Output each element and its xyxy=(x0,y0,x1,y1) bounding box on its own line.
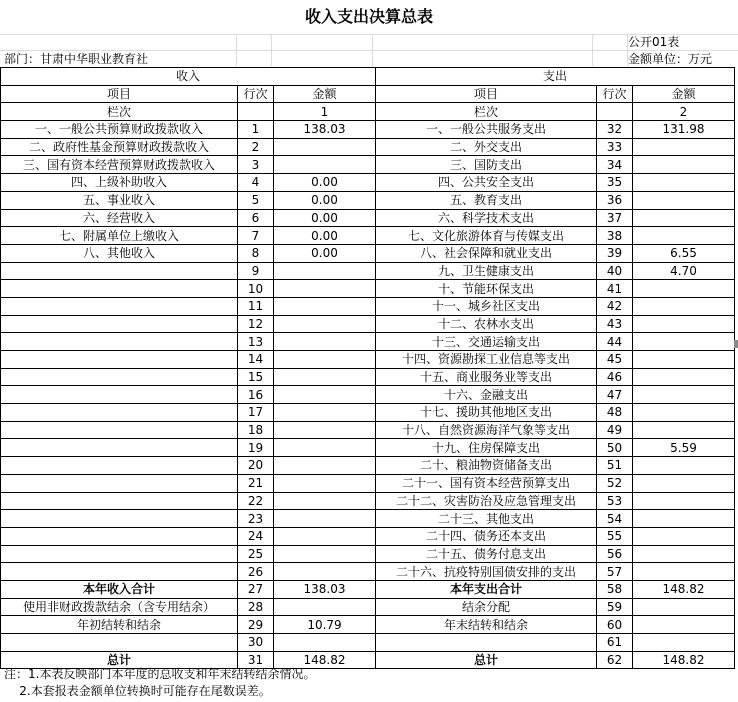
expense-amount-cell: 5.59 xyxy=(633,439,735,457)
income-amount-cell xyxy=(274,404,376,422)
expense-item-cell: 三、国防支出 xyxy=(376,156,597,174)
income-item-cell xyxy=(1,262,238,280)
expense-item-cell: 八、社会保障和就业支出 xyxy=(376,244,597,262)
income-section-header: 收入 xyxy=(1,68,376,86)
expense-line-cell: 42 xyxy=(597,297,633,315)
expense-line-cell: 41 xyxy=(597,280,633,298)
expense-item-cell: 二十二、灾害防治及应急管理支出 xyxy=(376,492,597,510)
expense-amount-cell xyxy=(633,333,735,351)
income-item-cell: 使用非财政拨款结余（含专用结余） xyxy=(1,598,238,616)
footnotes xyxy=(4,666,315,700)
income-line-cell: 19 xyxy=(238,439,274,457)
expense-amount-cell: 4.70 xyxy=(633,262,735,280)
expense-item-cell: 二十、粮油物资储备支出 xyxy=(376,457,597,475)
expense-amount-cell xyxy=(633,616,735,634)
resize-handle[interactable] xyxy=(734,340,738,348)
expense-amount-cell xyxy=(633,474,735,492)
income-item-cell xyxy=(1,563,238,581)
expense-line-cell: 61 xyxy=(597,634,633,652)
expense-line-cell: 58 xyxy=(597,580,633,598)
unit-label: 金额单位：万元 xyxy=(628,52,713,66)
income-amount-cell xyxy=(274,280,376,298)
table-row xyxy=(1,439,735,457)
expense-amount-cell: 148.82 xyxy=(633,580,735,598)
income-amount-cell xyxy=(274,510,376,528)
income-line-cell: 4 xyxy=(238,174,274,192)
income-amount-cell xyxy=(274,351,376,369)
expense-line-cell: 59 xyxy=(597,598,633,616)
expense-item-cell: 四、公共安全支出 xyxy=(376,174,597,192)
expense-column-line-blank xyxy=(597,103,633,121)
income-amount-cell: 148.82 xyxy=(274,651,376,669)
expense-item-cell xyxy=(376,634,597,652)
income-item-cell: 六、经营收入 xyxy=(1,209,238,227)
expense-amount-cell xyxy=(633,227,735,245)
expense-line-cell: 38 xyxy=(597,227,633,245)
income-amount-cell xyxy=(274,315,376,333)
income-item-cell: 本年收入合计 xyxy=(1,580,238,598)
expense-item-cell: 本年支出合计 xyxy=(376,580,597,598)
expense-line-cell: 56 xyxy=(597,545,633,563)
income-item-cell xyxy=(1,404,238,422)
income-item-header: 项目 xyxy=(1,85,238,103)
expense-line-cell: 54 xyxy=(597,510,633,528)
expense-item-cell: 二十四、债务还本支出 xyxy=(376,527,597,545)
expense-amount-cell xyxy=(633,138,735,156)
income-amount-cell: 10.79 xyxy=(274,616,376,634)
expense-line-cell: 33 xyxy=(597,138,633,156)
income-item-cell xyxy=(1,545,238,563)
expense-amount-cell xyxy=(633,457,735,475)
income-amount-cell xyxy=(274,474,376,492)
expense-amount-cell xyxy=(633,368,735,386)
income-line-cell: 30 xyxy=(238,634,274,652)
income-line-cell: 15 xyxy=(238,368,274,386)
income-item-cell: 一、一般公共预算财政拨款收入 xyxy=(1,121,238,139)
department-label: 部门：甘肃中华职业教育社 xyxy=(4,52,149,66)
income-amount-cell xyxy=(274,421,376,439)
expense-amount-cell xyxy=(633,563,735,581)
income-amount-cell xyxy=(274,297,376,315)
expense-item-header: 项目 xyxy=(376,85,597,103)
expense-item-cell: 十四、资源勘探工业信息等支出 xyxy=(376,351,597,369)
income-item-cell xyxy=(1,280,238,298)
expense-line-cell: 51 xyxy=(597,457,633,475)
expense-line-cell: 52 xyxy=(597,474,633,492)
income-line-cell: 31 xyxy=(238,651,274,669)
table-row xyxy=(1,333,735,351)
expense-amount-header: 金额 xyxy=(633,85,735,103)
table-row xyxy=(1,386,735,404)
income-item-cell xyxy=(1,492,238,510)
expense-line-cell: 40 xyxy=(597,262,633,280)
income-line-cell: 28 xyxy=(238,598,274,616)
income-amount-cell xyxy=(274,386,376,404)
income-line-cell: 22 xyxy=(238,492,274,510)
table-row xyxy=(1,368,735,386)
expense-amount-cell xyxy=(633,545,735,563)
income-amount-cell: 0.00 xyxy=(274,191,376,209)
income-line-cell: 26 xyxy=(238,563,274,581)
income-line-cell: 17 xyxy=(238,404,274,422)
income-line-cell: 7 xyxy=(238,227,274,245)
expense-item-cell: 二十三、其他支出 xyxy=(376,510,597,528)
income-line-cell: 11 xyxy=(238,297,274,315)
expense-line-cell: 60 xyxy=(597,616,633,634)
expense-amount-cell xyxy=(633,297,735,315)
income-amount-cell: 0.00 xyxy=(274,244,376,262)
income-line-cell: 8 xyxy=(238,244,274,262)
expense-amount-cell xyxy=(633,315,735,333)
expense-amount-cell: 6.55 xyxy=(633,244,735,262)
expense-item-cell: 七、文化旅游体育与传媒支出 xyxy=(376,227,597,245)
income-amount-cell xyxy=(274,634,376,652)
income-line-cell: 3 xyxy=(238,156,274,174)
income-line-cell: 9 xyxy=(238,262,274,280)
expense-amount-cell xyxy=(633,156,735,174)
table-row xyxy=(1,474,735,492)
expense-line-cell: 55 xyxy=(597,527,633,545)
income-amount-cell xyxy=(274,262,376,280)
footnote-2: 2.本套报表金额单位转换时可能存在尾数误差。 xyxy=(4,684,271,698)
income-amount-cell xyxy=(274,492,376,510)
table-row xyxy=(1,404,735,422)
income-amount-cell: 138.03 xyxy=(274,580,376,598)
table-row xyxy=(1,351,735,369)
income-line-cell: 25 xyxy=(238,545,274,563)
income-amount-cell: 0.00 xyxy=(274,227,376,245)
income-item-cell xyxy=(1,315,238,333)
expense-amount-cell xyxy=(633,174,735,192)
income-line-cell: 16 xyxy=(238,386,274,404)
income-amount-cell: 0.00 xyxy=(274,174,376,192)
expense-item-cell: 二十五、债务付息支出 xyxy=(376,545,597,563)
table-row xyxy=(1,280,735,298)
income-item-cell xyxy=(1,351,238,369)
income-amount-cell xyxy=(274,545,376,563)
expense-line-cell: 37 xyxy=(597,209,633,227)
expense-amount-cell xyxy=(633,492,735,510)
income-line-cell: 6 xyxy=(238,209,274,227)
table-row xyxy=(1,209,735,227)
page-title: 收入支出决算总表 xyxy=(304,7,433,26)
income-line-cell: 27 xyxy=(238,580,274,598)
expense-amount-cell xyxy=(633,386,735,404)
expense-line-cell: 46 xyxy=(597,368,633,386)
income-line-cell: 23 xyxy=(238,510,274,528)
income-item-cell: 总计 xyxy=(1,651,238,669)
expense-item-cell: 十三、交通运输支出 xyxy=(376,333,597,351)
table-row xyxy=(1,315,735,333)
income-item-cell xyxy=(1,474,238,492)
income-amount-cell xyxy=(274,138,376,156)
income-item-cell xyxy=(1,368,238,386)
expense-line-cell: 32 xyxy=(597,121,633,139)
expense-line-cell: 50 xyxy=(597,439,633,457)
table-row xyxy=(1,262,735,280)
income-item-cell: 五、事业收入 xyxy=(1,191,238,209)
income-line-cell: 13 xyxy=(238,333,274,351)
table-row xyxy=(1,457,735,475)
table-row xyxy=(1,227,735,245)
expense-item-cell: 十七、援助其他地区支出 xyxy=(376,404,597,422)
expense-item-cell: 六、科学技术支出 xyxy=(376,209,597,227)
expense-item-cell: 五、教育支出 xyxy=(376,191,597,209)
expense-item-cell: 二十六、抗疫特别国债安排的支出 xyxy=(376,563,597,581)
expense-line-cell: 49 xyxy=(597,421,633,439)
footnote-1: 注：1.本表反映部门本年度的总收支和年末结转结余情况。 xyxy=(4,667,316,681)
form-code: 公开01表 xyxy=(628,35,680,49)
expense-item-cell: 一、一般公共服务支出 xyxy=(376,121,597,139)
table-row xyxy=(1,191,735,209)
expense-amount-cell xyxy=(633,351,735,369)
table-row xyxy=(1,634,735,652)
table-row xyxy=(1,563,735,581)
expense-line-cell: 48 xyxy=(597,404,633,422)
expense-item-cell: 结余分配 xyxy=(376,598,597,616)
expense-item-cell: 年末结转和结余 xyxy=(376,616,597,634)
expense-item-cell: 二、外交支出 xyxy=(376,138,597,156)
expense-line-cell: 36 xyxy=(597,191,633,209)
income-item-cell xyxy=(1,527,238,545)
income-line-cell: 24 xyxy=(238,527,274,545)
expense-item-cell: 十、节能环保支出 xyxy=(376,280,597,298)
income-item-cell: 八、其他收入 xyxy=(1,244,238,262)
expense-line-cell: 39 xyxy=(597,244,633,262)
income-line-cell: 1 xyxy=(238,121,274,139)
table-row xyxy=(1,244,735,262)
expense-item-cell: 十二、农林水支出 xyxy=(376,315,597,333)
income-line-cell: 14 xyxy=(238,351,274,369)
table-row xyxy=(1,421,735,439)
income-item-cell: 三、国有资本经营预算财政拨款收入 xyxy=(1,156,238,174)
expense-amount-cell xyxy=(633,510,735,528)
income-item-cell: 四、上级补助收入 xyxy=(1,174,238,192)
income-amount-cell xyxy=(274,439,376,457)
expense-line-cell: 53 xyxy=(597,492,633,510)
income-amount-cell xyxy=(274,156,376,174)
expense-amount-cell: 148.82 xyxy=(633,651,735,669)
income-amount-cell xyxy=(274,457,376,475)
income-item-cell xyxy=(1,333,238,351)
expense-amount-cell xyxy=(633,209,735,227)
income-amount-header: 金额 xyxy=(274,85,376,103)
income-line-cell: 12 xyxy=(238,315,274,333)
income-amount-cell: 0.00 xyxy=(274,209,376,227)
table-row xyxy=(1,545,735,563)
income-amount-cell xyxy=(274,598,376,616)
income-line-cell: 10 xyxy=(238,280,274,298)
summary-table xyxy=(0,67,735,669)
income-item-cell: 七、附属单位上缴收入 xyxy=(1,227,238,245)
expense-line-cell: 47 xyxy=(597,386,633,404)
income-item-cell xyxy=(1,457,238,475)
table-row xyxy=(1,598,735,616)
expense-line-cell: 34 xyxy=(597,156,633,174)
expense-line-cell: 43 xyxy=(597,315,633,333)
expense-amount-cell xyxy=(633,280,735,298)
income-item-cell xyxy=(1,439,238,457)
expense-item-cell: 十八、自然资源海洋气象等支出 xyxy=(376,421,597,439)
income-line-cell: 5 xyxy=(238,191,274,209)
expense-line-header: 行次 xyxy=(597,85,633,103)
table-row xyxy=(1,174,735,192)
income-amount-cell xyxy=(274,368,376,386)
expense-amount-cell xyxy=(633,404,735,422)
expense-amount-cell: 131.98 xyxy=(633,121,735,139)
expense-amount-cell xyxy=(633,527,735,545)
expense-item-cell: 十六、金融支出 xyxy=(376,386,597,404)
table-row xyxy=(1,527,735,545)
table-row xyxy=(1,580,735,598)
income-column-line-blank xyxy=(238,103,274,121)
income-amount-cell: 138.03 xyxy=(274,121,376,139)
expense-item-cell: 二十一、国有资本经营预算支出 xyxy=(376,474,597,492)
expense-line-cell: 57 xyxy=(597,563,633,581)
income-line-cell: 20 xyxy=(238,457,274,475)
expense-column-label: 栏次 xyxy=(376,103,597,121)
table-row xyxy=(1,156,735,174)
income-item-cell: 二、政府性基金预算财政拨款收入 xyxy=(1,138,238,156)
expense-column-number: 2 xyxy=(633,103,735,121)
expense-amount-cell xyxy=(633,634,735,652)
income-line-cell: 29 xyxy=(238,616,274,634)
expense-line-cell: 35 xyxy=(597,174,633,192)
income-item-cell: 年初结转和结余 xyxy=(1,616,238,634)
expense-amount-cell xyxy=(633,421,735,439)
expense-item-cell: 总计 xyxy=(376,651,597,669)
income-line-cell: 21 xyxy=(238,474,274,492)
expense-line-cell: 44 xyxy=(597,333,633,351)
income-line-cell: 2 xyxy=(238,138,274,156)
table-row xyxy=(1,616,735,634)
expense-amount-cell xyxy=(633,191,735,209)
table-row xyxy=(1,297,735,315)
expense-item-cell: 十一、城乡社区支出 xyxy=(376,297,597,315)
table-row xyxy=(1,138,735,156)
income-line-header: 行次 xyxy=(238,85,274,103)
income-amount-cell xyxy=(274,563,376,581)
expense-section-header: 支出 xyxy=(376,68,735,86)
expense-item-cell: 九、卫生健康支出 xyxy=(376,262,597,280)
income-item-cell xyxy=(1,386,238,404)
expense-line-cell: 62 xyxy=(597,651,633,669)
income-column-number: 1 xyxy=(274,103,376,121)
table-row xyxy=(1,121,735,139)
expense-item-cell: 十五、商业服务业等支出 xyxy=(376,368,597,386)
income-item-cell xyxy=(1,634,238,652)
expense-amount-cell xyxy=(633,598,735,616)
income-column-label: 栏次 xyxy=(1,103,238,121)
income-amount-cell xyxy=(274,333,376,351)
income-item-cell xyxy=(1,297,238,315)
expense-line-cell: 45 xyxy=(597,351,633,369)
income-line-cell: 18 xyxy=(238,421,274,439)
income-amount-cell xyxy=(274,527,376,545)
table-row xyxy=(1,510,735,528)
expense-item-cell: 十九、住房保障支出 xyxy=(376,439,597,457)
income-item-cell xyxy=(1,421,238,439)
table-row xyxy=(1,492,735,510)
income-item-cell xyxy=(1,510,238,528)
